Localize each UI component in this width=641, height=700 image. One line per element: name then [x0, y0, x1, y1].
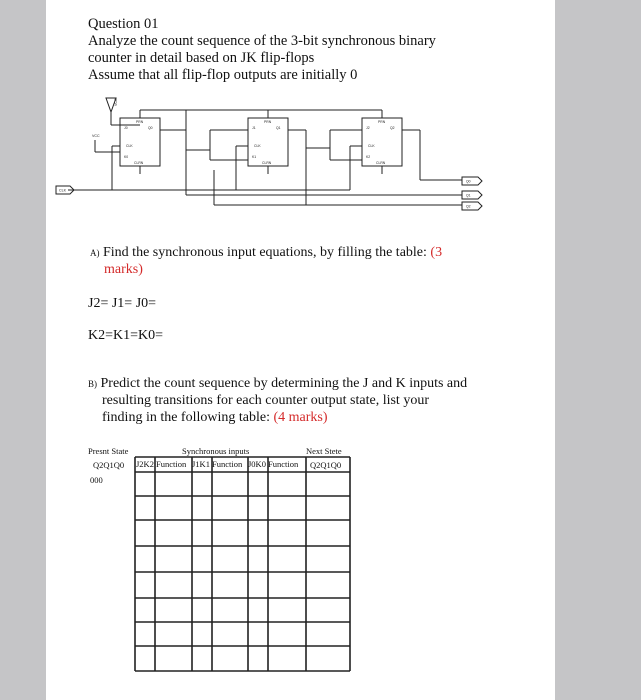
- col-jk2: J2K2: [136, 459, 154, 469]
- col-jk1: J1K1: [192, 459, 210, 469]
- present-cols-header: Q2Q1Q0: [93, 460, 125, 470]
- flipflop-1-j-label: J1: [252, 126, 256, 130]
- vcc-label-left: VCC: [92, 134, 100, 138]
- part-b-text-1: Predict the count sequence by determining the J and K inputs and: [100, 376, 468, 391]
- present-state-header: Presnt State: [88, 446, 129, 456]
- flipflop-0-clrn-label: CLRN: [134, 161, 144, 165]
- output-label-1: Q1: [466, 193, 471, 198]
- question-line-3: Assume that all flip-flop outputs are initially 0: [88, 67, 358, 83]
- flipflop-2-k-label: K2: [366, 155, 371, 159]
- col-function-2: Function: [156, 459, 187, 469]
- part-b-marks: (4 marks): [273, 410, 328, 425]
- question-line-2: counter in detail based on JK flip-flops: [88, 50, 315, 66]
- col-jk0: J0K0: [248, 459, 266, 469]
- output-label-2: Q2: [466, 204, 471, 209]
- col-function-0: Function: [268, 459, 299, 469]
- clk-input-label: CLK: [59, 188, 66, 193]
- flipflop-0-q-label: Q0: [148, 126, 153, 130]
- part-b-line-2: resulting transitions for each counter output state, list your: [102, 393, 429, 408]
- col-function-1: Function: [212, 459, 243, 469]
- flipflop-0-clk-label: CLK: [126, 144, 133, 148]
- vcc-label: VCC: [114, 98, 118, 106]
- first-row-state: 000: [90, 475, 103, 485]
- flipflop-1-prn-label: PRN: [264, 120, 272, 124]
- part-a-text: Find the synchronous input equations, by filling the table:: [103, 245, 427, 260]
- next-cols-header: Q2Q1Q0: [310, 460, 342, 470]
- part-a-marks: (3: [430, 245, 443, 260]
- flipflop-1-clrn-label: CLRN: [262, 161, 272, 165]
- synchronous-inputs-header: Synchronous inputs: [182, 446, 250, 456]
- question-title: Question 01: [88, 16, 159, 32]
- flipflop-2-j-label: J2: [366, 126, 370, 130]
- flipflop-0-prn-label: PRN: [136, 120, 144, 124]
- flipflop-2-prn-label: PRN: [378, 120, 386, 124]
- question-line-1: Analyze the count sequence of the 3-bit synchronous binary: [88, 33, 436, 49]
- flipflop-2-clrn-label: CLRN: [376, 161, 386, 165]
- part-b-text-3: finding in the following table:: [102, 410, 270, 425]
- j-equations: J2= J1= J0=: [88, 296, 157, 311]
- output-label-0: Q0: [466, 179, 471, 184]
- flipflop-0-j-label: J0: [124, 126, 128, 130]
- part-a-label: A): [90, 248, 100, 258]
- part-a-marks-cont: marks): [104, 262, 143, 277]
- flipflop-0-k-label: K0: [124, 155, 129, 159]
- flipflop-1-clk-label: CLK: [254, 144, 261, 148]
- flipflop-2-q-label: Q2: [390, 126, 395, 130]
- next-state-header: Next Stete: [306, 446, 342, 456]
- flipflop-1-q-label: Q1: [276, 126, 281, 130]
- k-equations: K2=K1=K0=: [88, 328, 164, 343]
- flipflop-2-clk-label: CLK: [368, 144, 375, 148]
- flipflop-1-k-label: K1: [252, 155, 257, 159]
- part-b-label: B): [88, 379, 97, 389]
